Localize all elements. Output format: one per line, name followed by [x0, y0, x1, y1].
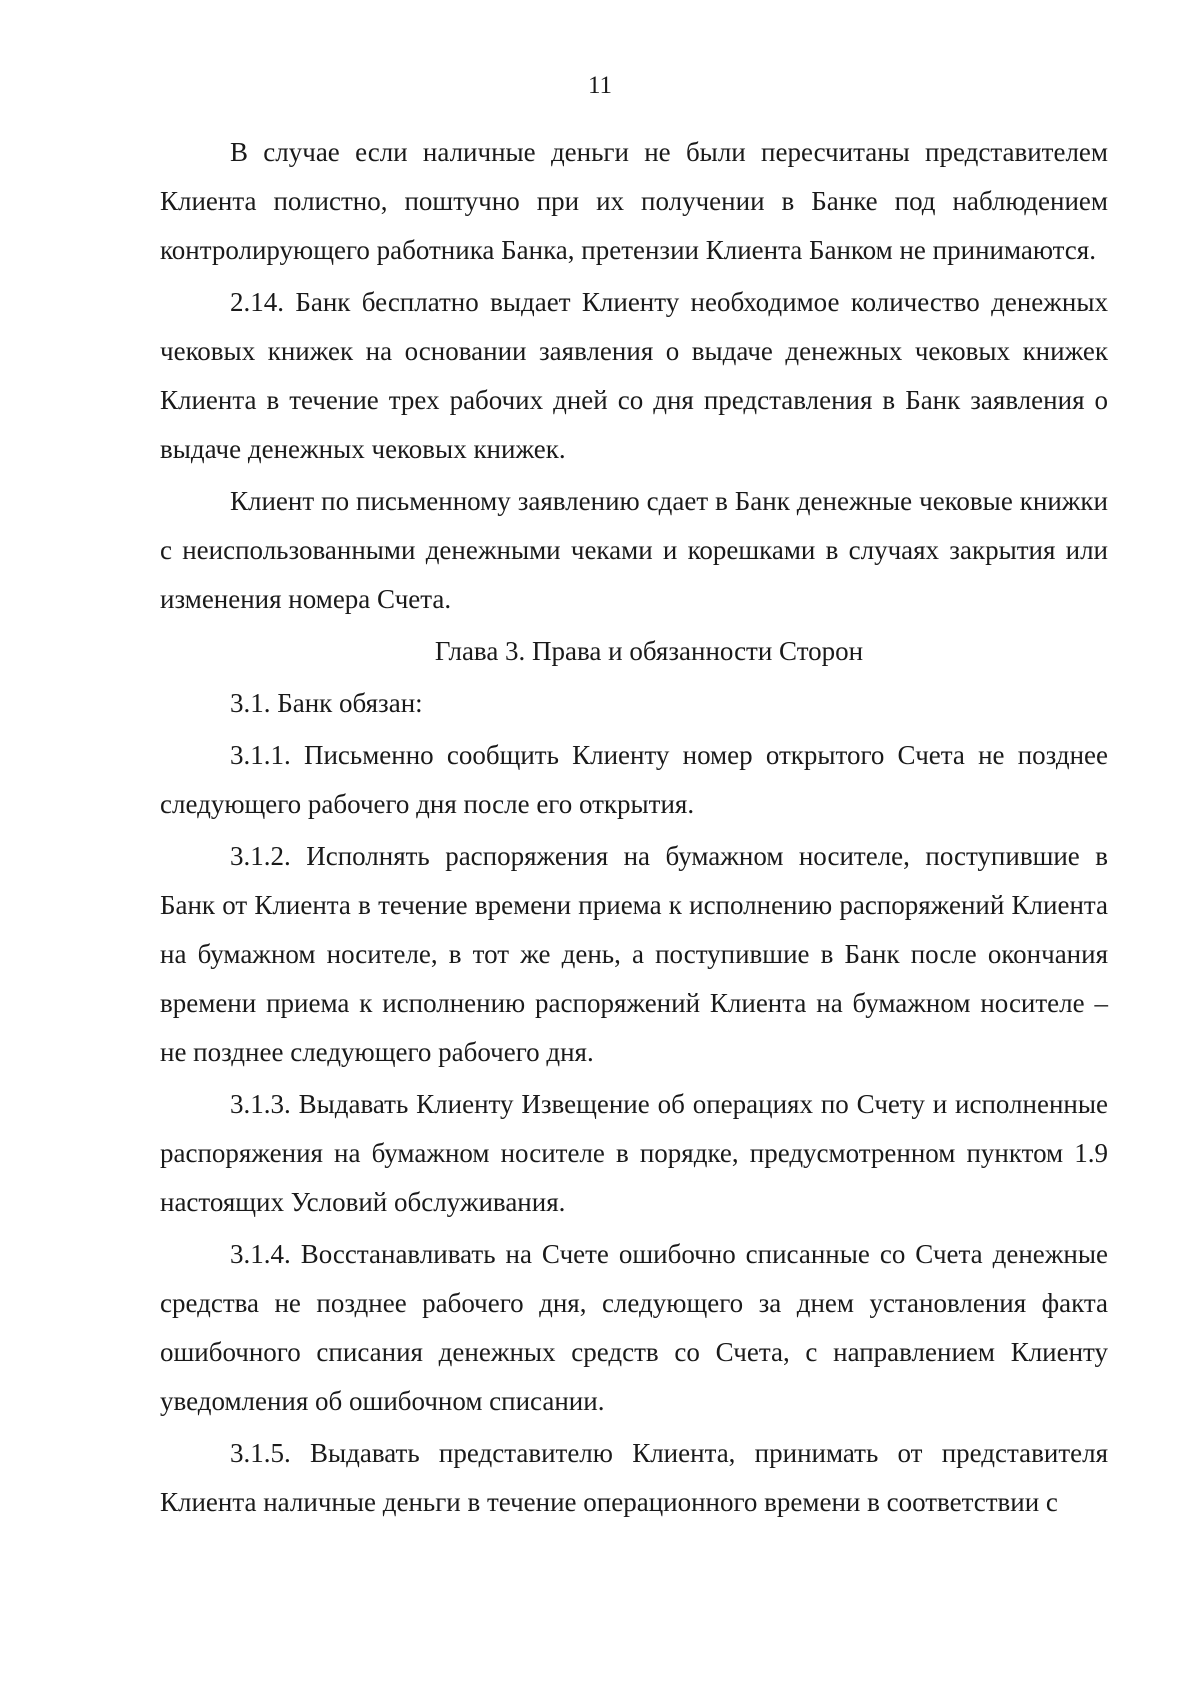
page-number: 11: [587, 72, 613, 99]
paragraph-2-14: 2.14. Банк бесплатно выдает Клиенту необходимое количество денежных чековых книжек на основании заявления о выдаче денежных чековых книжек Клиента в течение трех рабочих дней со дня представления в Банк заявления о выдаче денежных чековых книжек.: [160, 287, 1108, 464]
section-title: 3.1. Банк обязан:: [230, 688, 423, 718]
paragraph-3-1-2: 3.1.2. Исполнять распоряжения на бумажном носителе, поступившие в Банк от Клиента в течение времени приема к исполнению распоряжений Клиента на бумажном носителе, в тот же день, а поступившие в Банк после окончания времени приема к исполнению распоряжений Клиента на бумажном носителе – не позднее следующего рабочего дня.: [160, 841, 1108, 1067]
paragraph-3-1-5: 3.1.5. Выдавать представителю Клиента, принимать от представителя Клиента наличные деньги в течение операционного времени в соответствии с: [160, 1438, 1108, 1517]
chapter-heading: Глава 3. Права и обязанности Сторон: [434, 636, 864, 666]
paragraph-cash-claims: В случае если наличные деньги не были пересчитаны представителем Клиента полистно, поштучно при их получении в Банке под наблюдением контролирующего работника Банка, претензии Клиента Банком не принимаются.: [160, 137, 1108, 265]
paragraph-3-1-3: 3.1.3. Выдавать Клиенту Извещение об операциях по Счету и исполненные распоряжения на бумажном носителе в порядке, предусмотренном пунктом 1.9 настоящих Условий обслуживания.: [160, 1089, 1108, 1217]
document-body: [160, 128, 1108, 1527]
paragraph-check-books-return: Клиент по письменному заявлению сдает в Банк денежные чековые книжки с неиспользованными денежными чеками и корешками в случаях закрытия или изменения номера Счета.: [160, 486, 1108, 614]
paragraph-3-1-4: 3.1.4. Восстанавливать на Счете ошибочно списанные со Счета денежные средства не позднее рабочего дня, следующего за днем установления факта ошибочного списания денежных средств со Счета, с направлением Клиенту уведомления об ошибочном списании.: [160, 1239, 1108, 1416]
paragraph-3-1-1: 3.1.1. Письменно сообщить Клиенту номер открытого Счета не позднее следующего рабочего дня после его открытия.: [160, 740, 1108, 819]
